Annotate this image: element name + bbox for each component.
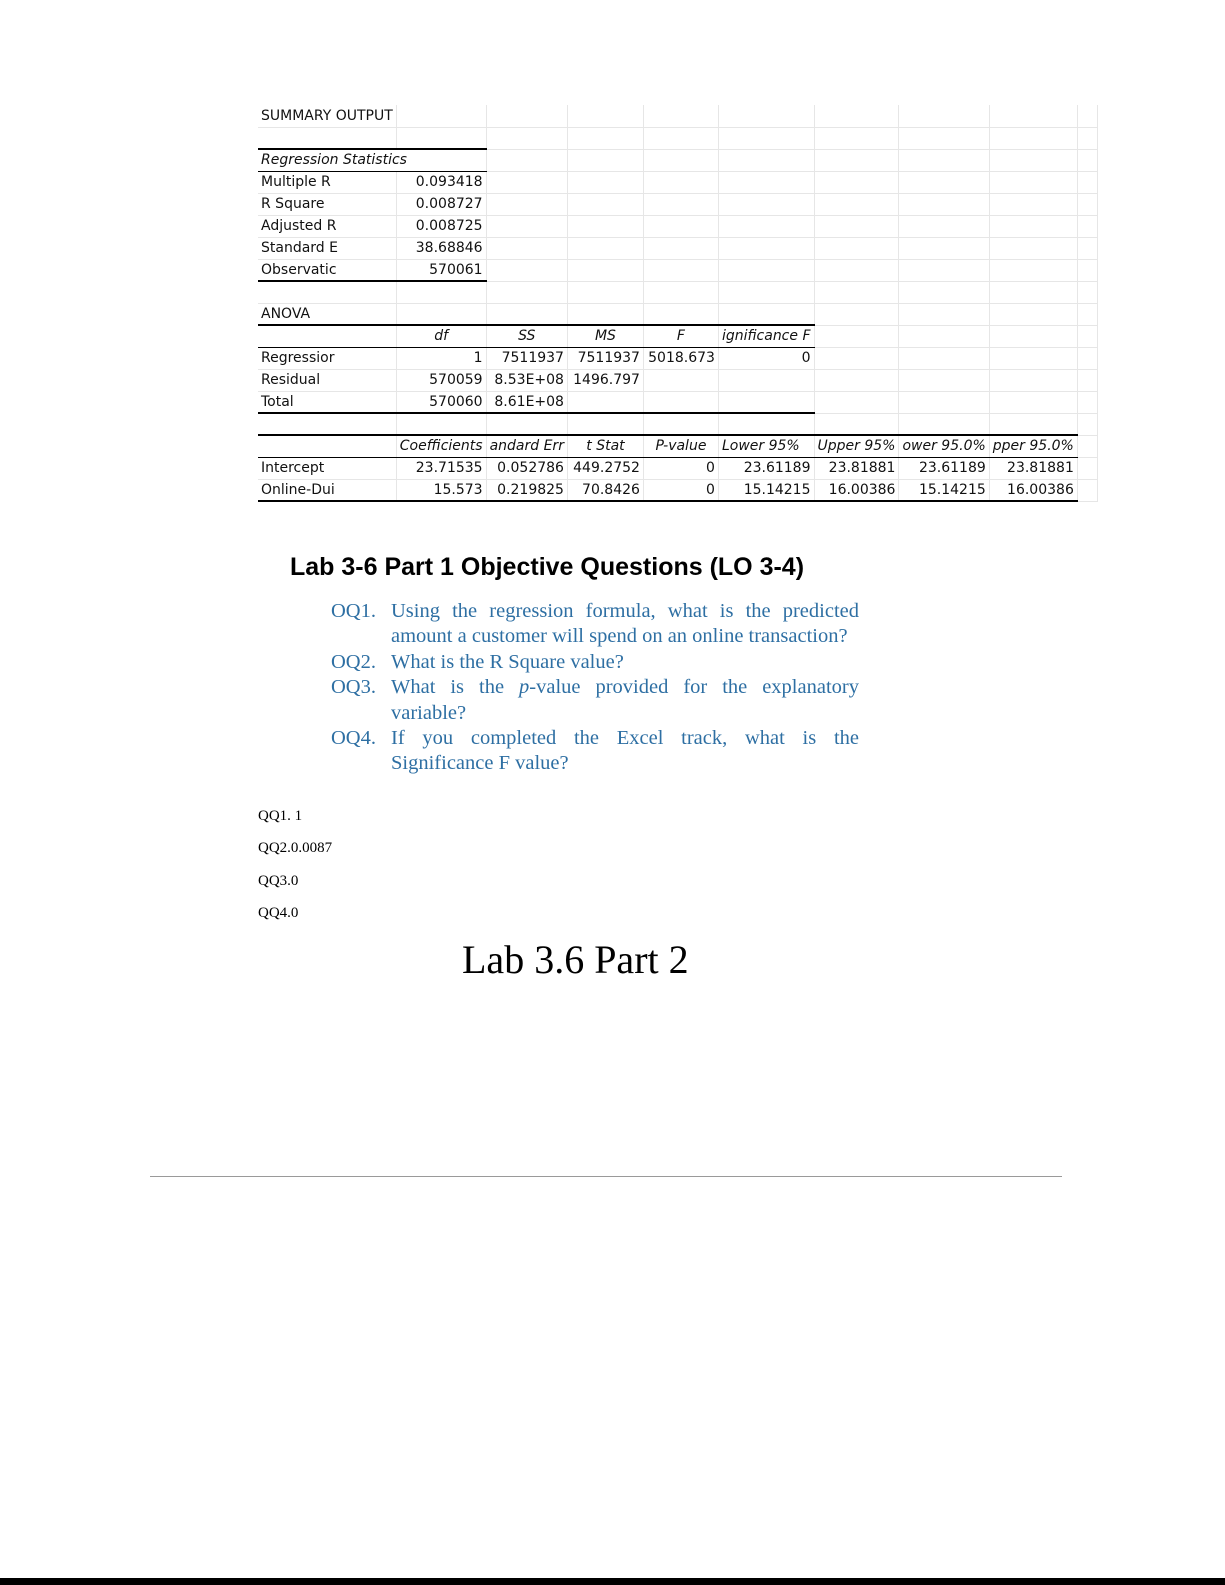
coef-row bbox=[258, 457, 1097, 479]
coef-row bbox=[258, 479, 1097, 501]
coef-cell: 0 bbox=[643, 457, 718, 479]
coef-row-label: Online-Dui bbox=[258, 479, 396, 501]
coef-cell: 0.052786 bbox=[486, 457, 567, 479]
coef-cell: 16.00386 bbox=[989, 479, 1077, 501]
coef-row-label: Intercept bbox=[258, 457, 396, 479]
stat-value: 0.008725 bbox=[396, 215, 486, 237]
anova-ss: 8.53E+08 bbox=[486, 369, 567, 391]
question-text-part: What is the bbox=[391, 676, 520, 699]
coef-cell: 15.573 bbox=[396, 479, 486, 501]
objective-questions bbox=[331, 599, 859, 777]
anova-ss: 8.61E+08 bbox=[486, 391, 567, 413]
coef-header: Coefficients bbox=[396, 435, 486, 457]
summary-output-title: SUMMARY OUTPUT bbox=[258, 105, 396, 127]
coef-cell: 70.8426 bbox=[567, 479, 643, 501]
stat-label: Standard E bbox=[258, 237, 396, 259]
page-bottom-edge bbox=[0, 1578, 1225, 1585]
anova-header-ss: SS bbox=[486, 325, 567, 347]
coef-cell: 15.14215 bbox=[899, 479, 989, 501]
coef-header: ower 95.0% bbox=[899, 435, 989, 457]
anova-row bbox=[258, 391, 1097, 413]
question-number: OQ1. bbox=[331, 600, 376, 622]
anova-row-label: Regressior bbox=[258, 347, 396, 369]
answer-2: QQ2.0.0087 bbox=[258, 840, 333, 856]
coef-header: Lower 95% bbox=[718, 435, 814, 457]
anova-f bbox=[643, 391, 718, 413]
regression-statistics-header: Regression Statistics bbox=[258, 149, 486, 171]
question-item bbox=[331, 675, 859, 726]
part2-heading: Lab 3.6 Part 2 bbox=[462, 937, 689, 982]
coef-header: Upper 95% bbox=[814, 435, 899, 457]
coef-cell: 23.61189 bbox=[718, 457, 814, 479]
anova-row bbox=[258, 369, 1097, 391]
question-number: OQ2. bbox=[331, 650, 376, 673]
anova-ms: 7511937 bbox=[567, 347, 643, 369]
question-text-part: -value provided for the explanatory variable? bbox=[391, 676, 859, 724]
coef-cell: 0 bbox=[643, 479, 718, 501]
coef-cell: 16.00386 bbox=[814, 479, 899, 501]
question-item bbox=[331, 726, 859, 777]
coef-header: andard Err bbox=[486, 435, 567, 457]
anova-sig bbox=[718, 369, 814, 391]
question-text-italic: p bbox=[519, 676, 530, 699]
lab-part1-title: Lab 3-6 Part 1 Objective Questions (LO 3-4) bbox=[290, 553, 805, 581]
anova-header-f: F bbox=[643, 325, 718, 347]
anova-f bbox=[643, 369, 718, 391]
stat-value: 0.093418 bbox=[396, 171, 486, 193]
coef-cell: 23.61189 bbox=[899, 457, 989, 479]
question-number: OQ4. bbox=[331, 727, 376, 750]
question-text bbox=[391, 675, 859, 726]
coef-cell: 449.2752 bbox=[567, 457, 643, 479]
anova-sig: 0 bbox=[718, 347, 814, 369]
anova-df: 570059 bbox=[396, 369, 486, 391]
coef-cell: 0.219825 bbox=[486, 479, 567, 501]
question-text: What is the R Square value? bbox=[391, 650, 624, 673]
anova-row-label: Total bbox=[258, 391, 396, 413]
anova-title: ANOVA bbox=[258, 303, 396, 325]
question-item bbox=[331, 599, 859, 650]
question-number: OQ3. bbox=[331, 676, 376, 699]
anova-f: 5018.673 bbox=[643, 347, 718, 369]
anova-ms bbox=[567, 391, 643, 413]
coef-header: pper 95.0% bbox=[989, 435, 1077, 457]
horizontal-divider bbox=[150, 1176, 1062, 1177]
answer-1: QQ1. 1 bbox=[258, 808, 303, 824]
regression-summary-table bbox=[258, 105, 1098, 502]
coef-cell: 15.14215 bbox=[718, 479, 814, 501]
stat-label: Adjusted R bbox=[258, 215, 396, 237]
question-text: Using the regression formula, what is the predicted amount a customer will spend on an online transaction? bbox=[391, 600, 859, 648]
coef-cell: 23.71535 bbox=[396, 457, 486, 479]
stat-label: Multiple R bbox=[258, 171, 396, 193]
anova-row-label: Residual bbox=[258, 369, 396, 391]
question-text: If you completed the Excel track, what is the Significance F value? bbox=[391, 727, 859, 775]
anova-df: 570060 bbox=[396, 391, 486, 413]
coef-cell: 23.81881 bbox=[814, 457, 899, 479]
answer-3: QQ3.0 bbox=[258, 873, 299, 889]
coef-header: P-value bbox=[643, 435, 718, 457]
anova-header-df: df bbox=[396, 325, 486, 347]
stat-value: 570061 bbox=[396, 259, 486, 281]
coef-header: t Stat bbox=[567, 435, 643, 457]
anova-ms: 1496.797 bbox=[567, 369, 643, 391]
answer-4: QQ4.0 bbox=[258, 905, 299, 921]
anova-header-significance-f: ignificance F bbox=[718, 325, 814, 347]
coef-cell: 23.81881 bbox=[989, 457, 1077, 479]
anova-df: 1 bbox=[396, 347, 486, 369]
anova-ss: 7511937 bbox=[486, 347, 567, 369]
question-item bbox=[331, 650, 859, 675]
stat-label: R Square bbox=[258, 193, 396, 215]
anova-sig bbox=[718, 391, 814, 413]
anova-header-ms: MS bbox=[567, 325, 643, 347]
anova-row bbox=[258, 347, 1097, 369]
stat-value: 38.68846 bbox=[396, 237, 486, 259]
stat-value: 0.008727 bbox=[396, 193, 486, 215]
stat-label: Observatic bbox=[258, 259, 396, 281]
